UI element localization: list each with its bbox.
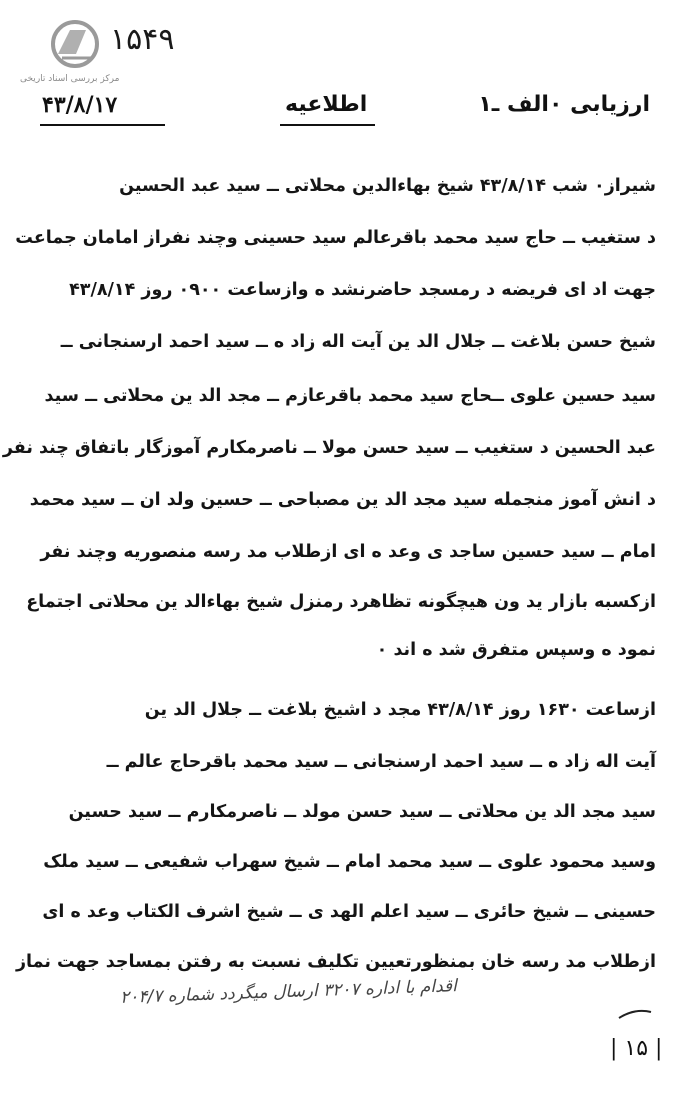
page-number-value: ۱۵ [624,1036,649,1061]
body-line: آیت اله زاد ه ــ سید احمد ارسنجانی ــ سید محمد باقرحاج عالم ــ [106,752,656,772]
header-evaluation: ارزیابی ۰الف ـ۱ [478,92,650,117]
body-line: عبد الحسین د ستغیب ــ سید حسن مولا ــ ناصرمکارم آموزگار باتفاق چند نفر [2,438,656,458]
body-line: شیراز۰ شب ۴۳/۸/۱۴ شیخ بهاءالدین محلاتی ــ سید عبد الحسین [119,176,656,196]
body-line: سید حسین علوی ــحاج سید محمد باقرعازم ــ مجد الد ین محلاتی ــ سید [44,386,656,406]
body-line: ازساعت ۱۶۳۰ روز ۴۳/۸/۱۴ مجد د اشیخ بلاغت ــ جلال الد ین [144,700,656,720]
header-title: اطلاعیه [285,92,368,117]
date-underline [40,124,165,126]
archive-logo-icon [40,18,110,74]
body-line: شیخ حسن بلاغت ــ جلال الد ین آیت اله زاد ه ــ سید احمد ارسنجانی ــ [60,332,656,352]
body-line: نمود ه وسپس متفرق شد ه اند ۰ [376,640,656,660]
title-underline [280,124,375,126]
handwritten-note: اقدام با اداره ۳۲۰۷ ارسال میگردد شماره ۲۰۴/۷ [119,976,458,1008]
page-number: | ۱۵ | [610,1036,663,1061]
archive-number: ۱۵۴۹ [110,22,175,57]
body-line: حسینی ــ شیخ حائری ــ سید اعلم الهد ی ــ شیخ اشرف الکتاب وعد ه ای [42,902,656,922]
body-line: د انش آموز منجمله سید مجد الد ین مصباحی ــ حسین ولد ان ــ سید محمد [29,490,656,510]
body-line: امام ــ سید حسین ساجد ی وعد ه ای ازطلاب مد رسه منصوریه وچند نفر [40,542,656,562]
header-row [0,92,700,132]
body-line: د ستغیب ــ حاج سید محمد باقرعالم سید حسینی وچند نفراز امامان جماعت [15,228,656,248]
checkmark-icon [615,1004,655,1024]
logo-caption: مرکز بررسی اسناد تاریخی [20,74,120,84]
body-line: ازکسبه بازار ید ون هیچگونه تظاهرد رمنزل شیخ بهاءالد ین محلاتی اجتماع [26,592,656,612]
header-date: ۴۳/۸/۱۷ [42,92,118,118]
body-line: وسید محمود علوی ــ سید محمد امام ــ شیخ سهراب شفیعی ــ سید ملک [43,852,656,872]
body-line: سید مجد الد ین محلاتی ــ سید حسن مولد ــ ناصرمکارم ــ سید حسین [68,802,656,822]
body-line: جهت اد ای فریضه د رمسجد حاضرنشد ه وازساعت ۰۹۰۰ روز ۴۳/۸/۱۴ [69,280,656,300]
body-line: ازطلاب مد رسه خان بمنظورتعیین تکلیف نسبت به رفتن بمساجد جهت نماز [15,952,656,972]
